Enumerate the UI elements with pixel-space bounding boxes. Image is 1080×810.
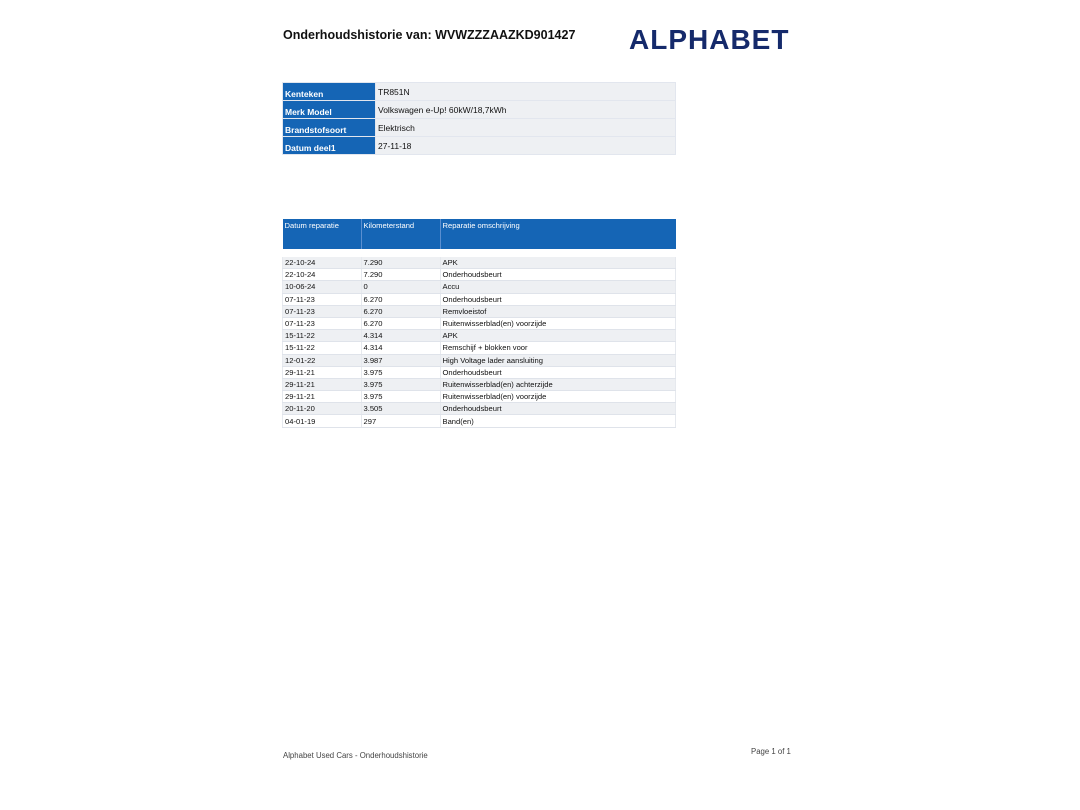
- mileage-cell: 3.505: [361, 403, 440, 415]
- repair-description-cell: Onderhoudsbeurt: [440, 293, 676, 305]
- repair-date-cell: 29-11-21: [283, 391, 362, 403]
- table-row: [283, 257, 676, 269]
- repair-date-cell: 15-11-22: [283, 330, 362, 342]
- table-row: [283, 391, 676, 403]
- repair-date-cell: 22-10-24: [283, 269, 362, 281]
- mileage-cell: 6.270: [361, 305, 440, 317]
- repair-history-table: [282, 219, 676, 428]
- vehicle-value: Elektrisch: [376, 119, 676, 137]
- document-title: Onderhoudshistorie van: WVWZZZAAZKD901427: [283, 28, 576, 42]
- history-header-row: [283, 219, 676, 249]
- repair-description-cell: Band(en): [440, 415, 676, 427]
- mileage-cell: 6.270: [361, 293, 440, 305]
- mileage-cell: 3.987: [361, 354, 440, 366]
- history-body: [283, 249, 676, 427]
- repair-description-cell: Accu: [440, 281, 676, 293]
- footer-text: Alphabet Used Cars - Onderhoudshistorie: [283, 751, 428, 760]
- repair-date-cell: 07-11-23: [283, 293, 362, 305]
- mileage-cell: 297: [361, 415, 440, 427]
- repair-description-cell: Onderhoudsbeurt: [440, 269, 676, 281]
- header-spacer: [283, 249, 676, 257]
- repair-description-cell: Ruitenwisserblad(en) achterzijde: [440, 378, 676, 390]
- vehicle-label: Datum deel1: [283, 137, 376, 155]
- table-row: [283, 293, 676, 305]
- page-number: Page 1 of 1: [751, 747, 791, 756]
- vehicle-label: Brandstofsoort: [283, 119, 376, 137]
- repair-description-cell: APK: [440, 257, 676, 269]
- table-row: [283, 330, 676, 342]
- header-reparatie-omschrijving: Reparatie omschrijving: [440, 219, 676, 249]
- table-row: [283, 281, 676, 293]
- table-row: [283, 305, 676, 317]
- mileage-cell: 4.314: [361, 330, 440, 342]
- repair-date-cell: 22-10-24: [283, 257, 362, 269]
- vehicle-value: TR851N: [376, 83, 676, 101]
- repair-date-cell: 07-11-23: [283, 317, 362, 329]
- vehicle-label: Kenteken: [283, 83, 376, 101]
- header-datum-reparatie: Datum reparatie: [283, 219, 362, 249]
- table-row: [283, 378, 676, 390]
- mileage-cell: 4.314: [361, 342, 440, 354]
- vehicle-row-merk-model: [283, 101, 676, 119]
- vehicle-row-kenteken: [283, 83, 676, 101]
- mileage-cell: 0: [361, 281, 440, 293]
- mileage-cell: 3.975: [361, 391, 440, 403]
- repair-date-cell: 20-11-20: [283, 403, 362, 415]
- repair-description-cell: Ruitenwisserblad(en) voorzijde: [440, 391, 676, 403]
- table-row: [283, 354, 676, 366]
- table-row: [283, 415, 676, 427]
- mileage-cell: 3.975: [361, 378, 440, 390]
- vehicle-info-table: [282, 82, 676, 155]
- table-row: [283, 317, 676, 329]
- mileage-cell: 7.290: [361, 269, 440, 281]
- repair-date-cell: 04-01-19: [283, 415, 362, 427]
- repair-description-cell: Remvloeistof: [440, 305, 676, 317]
- repair-date-cell: 10-06-24: [283, 281, 362, 293]
- mileage-cell: 7.290: [361, 257, 440, 269]
- alphabet-logo: ALPHABET: [629, 24, 790, 55]
- header-kilometerstand: Kilometerstand: [361, 219, 440, 249]
- table-row: [283, 269, 676, 281]
- repair-description-cell: Onderhoudsbeurt: [440, 366, 676, 378]
- repair-date-cell: 29-11-21: [283, 366, 362, 378]
- repair-date-cell: 12-01-22: [283, 354, 362, 366]
- repair-description-cell: APK: [440, 330, 676, 342]
- repair-description-cell: Ruitenwisserblad(en) voorzijde: [440, 317, 676, 329]
- repair-date-cell: 15-11-22: [283, 342, 362, 354]
- vehicle-value: 27-11-18: [376, 137, 676, 155]
- mileage-cell: 6.270: [361, 317, 440, 329]
- table-row: [283, 403, 676, 415]
- repair-description-cell: Onderhoudsbeurt: [440, 403, 676, 415]
- mileage-cell: 3.975: [361, 366, 440, 378]
- vehicle-row-brandstofsoort: [283, 119, 676, 137]
- repair-date-cell: 29-11-21: [283, 378, 362, 390]
- spacer-cell: [283, 249, 676, 257]
- vehicle-label: Merk Model: [283, 101, 376, 119]
- vehicle-row-datum-deel1: [283, 137, 676, 155]
- repair-description-cell: Remschijf + blokken voor: [440, 342, 676, 354]
- repair-date-cell: 07-11-23: [283, 305, 362, 317]
- table-row: [283, 366, 676, 378]
- vehicle-value: Volkswagen e-Up! 60kW/18,7kWh: [376, 101, 676, 119]
- repair-description-cell: High Voltage lader aansluiting: [440, 354, 676, 366]
- table-row: [283, 342, 676, 354]
